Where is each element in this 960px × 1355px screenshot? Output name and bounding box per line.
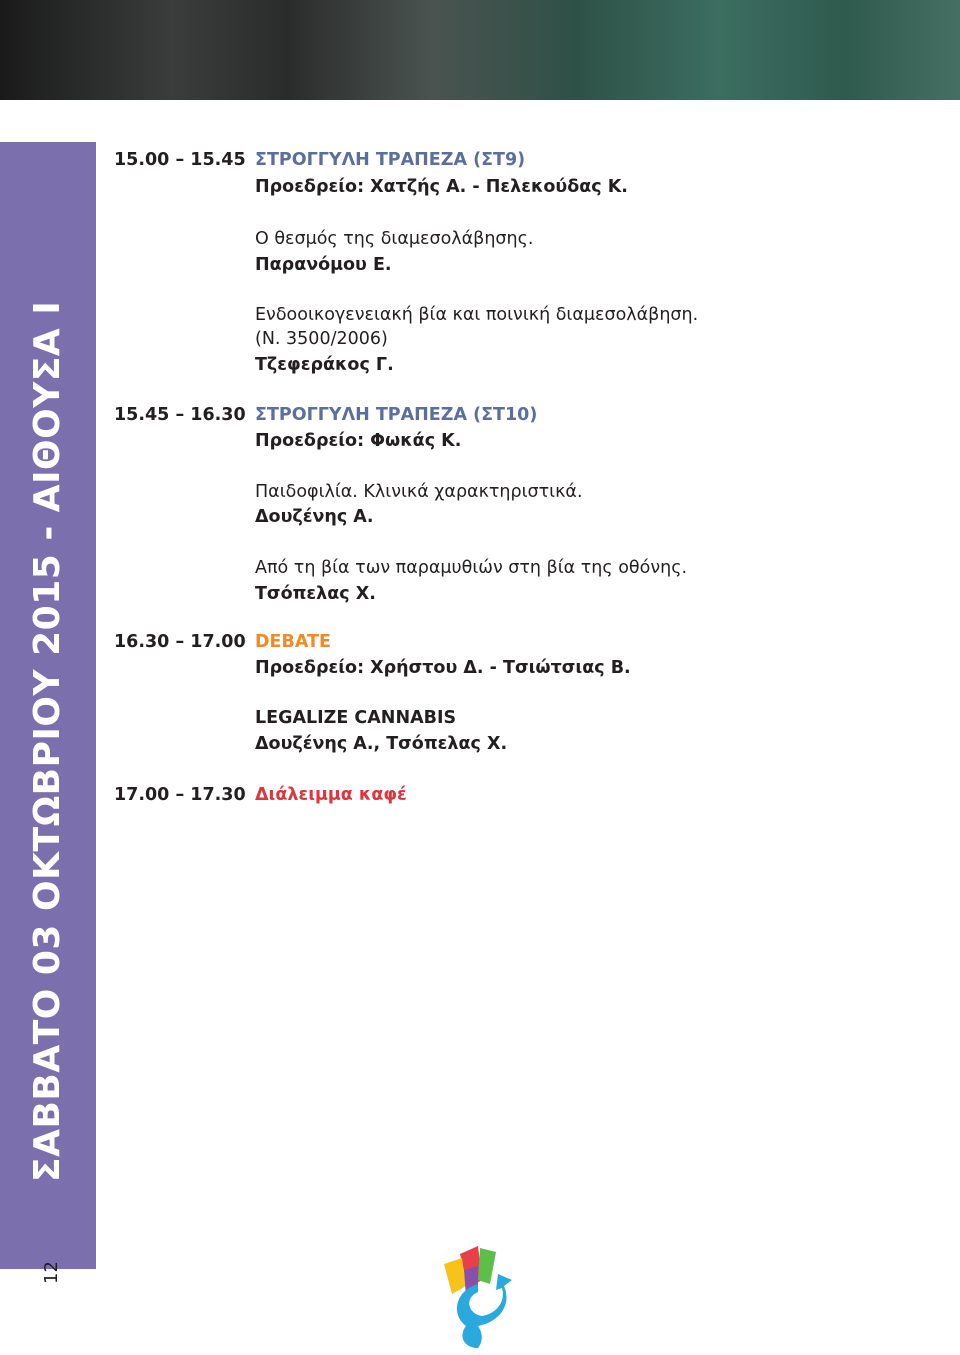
talk-speaker: Τζεφεράκος Γ. bbox=[255, 355, 394, 375]
talk-title: Ενδοοικογενειακή βία και ποινική διαμεσολάβηση. bbox=[255, 305, 699, 325]
page-number: 12 bbox=[41, 1261, 62, 1284]
talk-speaker: Τσόπελας Χ. bbox=[255, 584, 376, 604]
break-title: Διάλειμμα καφέ bbox=[255, 785, 407, 805]
talk-title: LEGALIZE CANNABIS bbox=[255, 708, 457, 728]
session-chairs: Προεδρείο: Χρήστου Δ. - Τσιώτσιας Β. bbox=[255, 658, 631, 678]
talk-title-line2: (Ν. 3500/2006) bbox=[255, 329, 388, 349]
sidebar-title: ΣΑΒΒΑΤΟ 03 ΟΚΤΩΒΡΙΟΥ 2015 - ΑΙΘΟΥΣΑ Ι bbox=[27, 300, 68, 1182]
conference-logo-icon bbox=[438, 1240, 528, 1352]
session-time: 15.45 – 16.30 bbox=[114, 405, 246, 425]
session-chairs: Προεδρείο: Φωκάς Κ. bbox=[255, 431, 462, 451]
talk-title: Παιδοφιλία. Κλινικά χαρακτηριστικά. bbox=[255, 482, 583, 502]
session-time: 17.00 – 17.30 bbox=[114, 785, 246, 805]
session-title: ΣΤΡΟΓΓΥΛΗ ΤΡΑΠΕΖΑ (ΣΤ10) bbox=[255, 405, 538, 425]
talk-speaker: Παρανόμου Ε. bbox=[255, 255, 392, 275]
talk-title: Από τη βία των παραμυθιών στη βία της οθόνης. bbox=[255, 558, 688, 578]
session-time: 16.30 – 17.00 bbox=[114, 632, 246, 652]
header-band bbox=[0, 0, 960, 100]
session-chairs: Προεδρείο: Χατζής Α. - Πελεκούδας Κ. bbox=[255, 177, 628, 197]
session-title: DEBATE bbox=[255, 632, 331, 652]
session-title: ΣΤΡΟΓΓΥΛΗ ΤΡΑΠΕΖΑ (ΣΤ9) bbox=[255, 150, 526, 170]
talk-title: Ο θεσμός της διαμεσολάβησης. bbox=[255, 229, 534, 249]
session-time: 15.00 – 15.45 bbox=[114, 150, 246, 170]
talk-speaker: Δουζένης Α., Τσόπελας Χ. bbox=[255, 734, 508, 754]
talk-speaker: Δουζένης Α. bbox=[255, 507, 374, 527]
